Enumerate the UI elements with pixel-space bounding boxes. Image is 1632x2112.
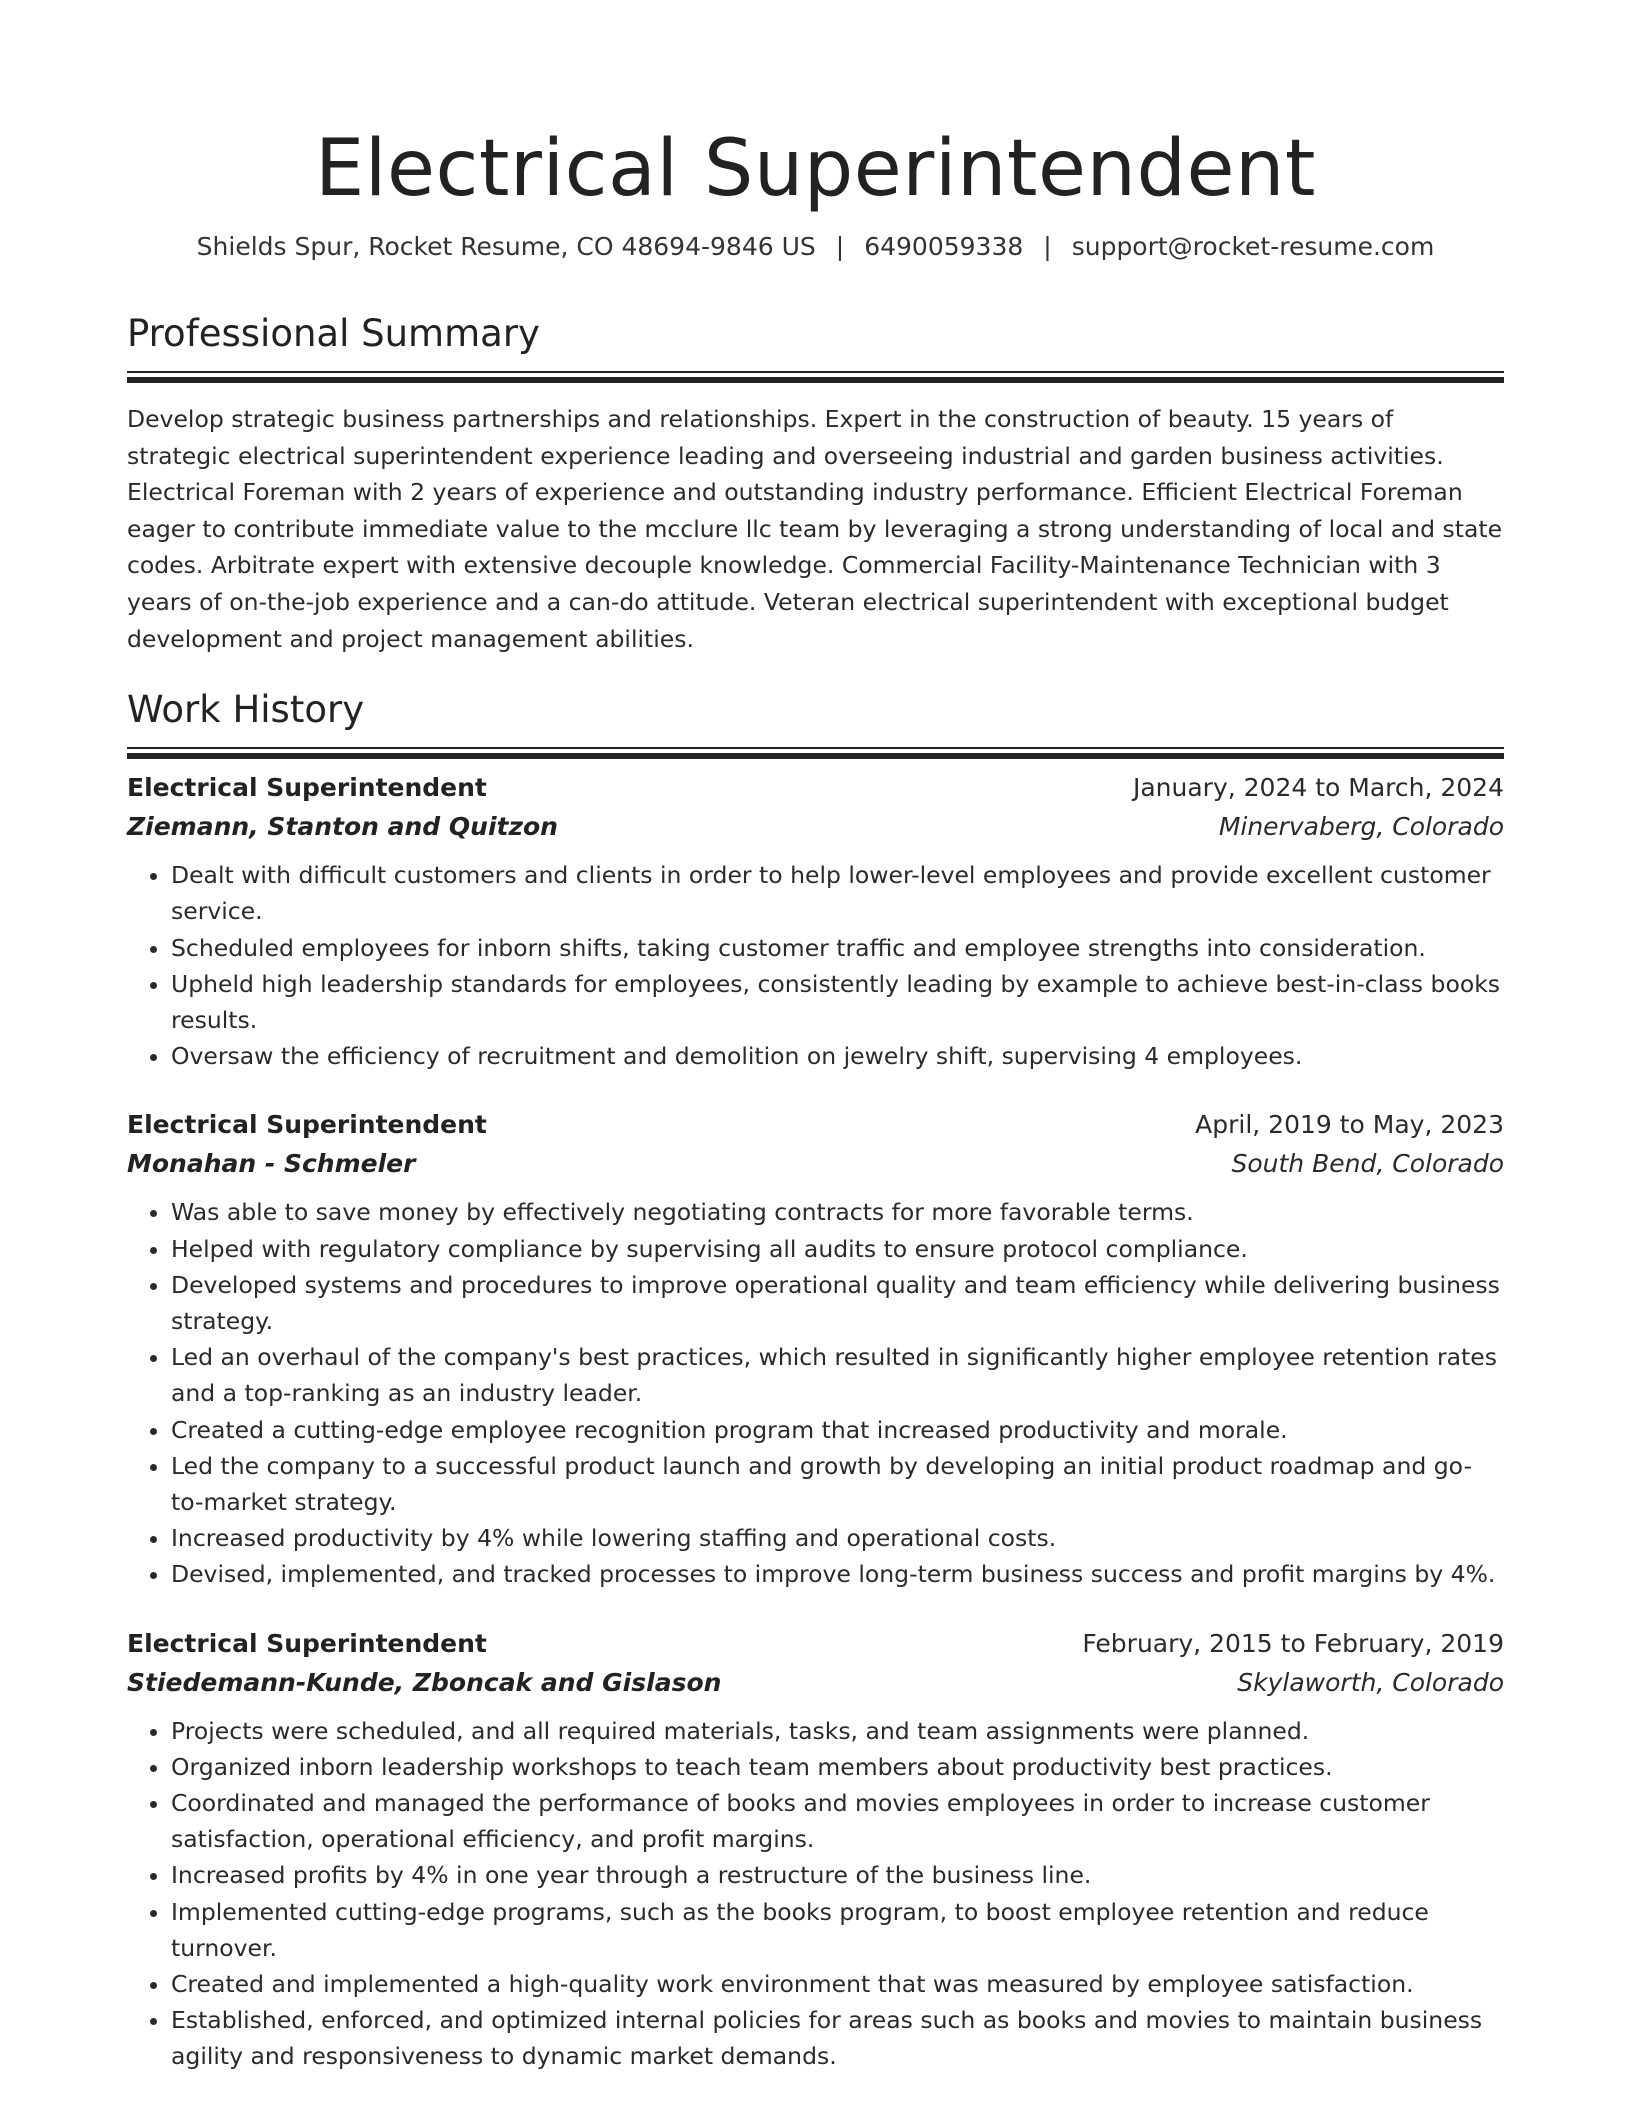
job-entry [127,1625,1504,2075]
job-location: Minervaberg, Colorado [1218,812,1504,842]
job-bullets [127,1713,1504,2075]
job-company: Stiedemann-Kunde, Zboncak and Gislason [127,1667,722,1697]
job-title: Electrical Superintendent [127,1628,487,1658]
job-company: Ziemann, Stanton and Quitzon [127,812,558,842]
job-bullet: • Established, enforced, and optimized internal policies for areas such as books and movies to maintain business agility and responsiveness to dynamic market demands. [171,2002,1504,2074]
job-bullet: • Upheld high leadership standards for employees, consistently leading by example to achieve best-in-class books results. [171,966,1504,1038]
section-divider [127,747,1504,749]
job-bullet: • Created a cutting-edge employee recognition program that increased productivity and morale. [171,1412,1504,1448]
summary-text: Develop strategic business partnerships and relationships. Expert in the construction of beauty. 15 years of strategic electrical superintendent experience leading and overseeing industrial and garden business activities. Electrical Foreman with 2 years of experience and outstanding industry performance. Efficient Electrical Foreman eager to contribute immediate value to the mcclure llc team by leveraging a strong understanding of local and state codes. Arbitrate expert with extensive decouple knowledge. Commercial Facility-Maintenance Technician with 3 years of on-the-job experience and a can-do attitude. Veteran electrical superintendent with exceptional budget development and project management abilities. [127,405,1503,653]
job-bullet: • Led the company to a successful product launch and growth by developing an initial product roadmap and go-to-market strategy. [171,1448,1504,1520]
job-bullet: • Was able to save money by effectively negotiating contracts for more favorable terms. [171,1194,1504,1230]
job-dates: April, 2019 to May, 2023 [1195,1110,1504,1140]
job-header-row [127,1106,1504,1144]
job-bullets [127,1194,1504,1592]
job-title: Electrical Superintendent [127,773,487,803]
job-entry [127,1106,1504,1592]
job-bullet: • Oversaw the efficiency of recruitment and demolition on jewelry shift, supervising 4 employees. [171,1038,1504,1074]
job-header-row [127,769,1504,807]
job-bullet: • Created and implemented a high-quality work environment that was measured by employee satisfaction. [171,1966,1504,2002]
job-entry [127,769,1504,1074]
job-company-row [127,1663,1504,1703]
contact-line [127,230,1504,264]
contact-address: Shields Spur, Rocket Resume, CO 48694-9846 US [196,232,816,261]
job-bullet: • Developed systems and procedures to improve operational quality and team efficiency while delivering business strategy. [171,1267,1504,1339]
resume-name: Electrical Superintendent [315,124,1316,214]
job-header-row [127,1625,1504,1663]
job-bullet: • Scheduled employees for inborn shifts, taking customer traffic and employee strengths into consideration. [171,930,1504,966]
resume-page [127,0,1504,2075]
contact-phone: 6490059338 [864,232,1024,261]
contact-separator: | [835,232,845,261]
job-bullet: • Helped with regulatory compliance by supervising all audits to ensure protocol compliance. [171,1231,1504,1267]
job-bullet: • Devised, implemented, and tracked processes to improve long-term business success and profit margins by 4%. [171,1556,1504,1592]
job-bullet: • Increased profits by 4% in one year through a restructure of the business line. [171,1857,1504,1893]
job-dates: January, 2024 to March, 2024 [1132,773,1504,803]
contact-separator: | [1043,232,1052,261]
job-bullet: • Dealt with difficult customers and clients in order to help lower-level employees and provide excellent customer service. [171,857,1504,929]
job-bullet: • Coordinated and managed the performance of books and movies employees in order to increase customer satisfaction, operational efficiency, and profit margins. [171,1785,1504,1857]
job-company: Monahan - Schmeler [127,1149,416,1179]
job-bullet: • Organized inborn leadership workshops to teach team members about productivity best practices. [171,1749,1504,1785]
section-divider [127,371,1504,373]
job-company-row [127,1144,1504,1184]
job-title: Electrical Superintendent [127,1110,487,1140]
job-bullet: • Led an overhaul of the company's best practices, which resulted in significantly higher employee retention rates and a top-ranking as an industry leader. [171,1339,1504,1411]
job-bullets [127,857,1504,1074]
job-dates: February, 2015 to February, 2019 [1082,1628,1504,1658]
job-bullet: • Increased productivity by 4% while lowering staffing and operational costs. [171,1520,1504,1556]
job-company-row [127,807,1504,847]
job-bullet: • Projects were scheduled, and all required materials, tasks, and team assignments were planned. [171,1713,1504,1749]
job-bullet: • Implemented cutting-edge programs, such as the books program, to boost employee retention and reduce turnover. [171,1894,1504,1966]
work-history-heading: Work History [127,688,365,732]
job-location: South Bend, Colorado [1231,1149,1504,1179]
job-location: Skylaworth, Colorado [1237,1667,1504,1697]
contact-email: support@rocket-resume.com [1071,232,1435,261]
summary-heading: Professional Summary [127,312,540,355]
